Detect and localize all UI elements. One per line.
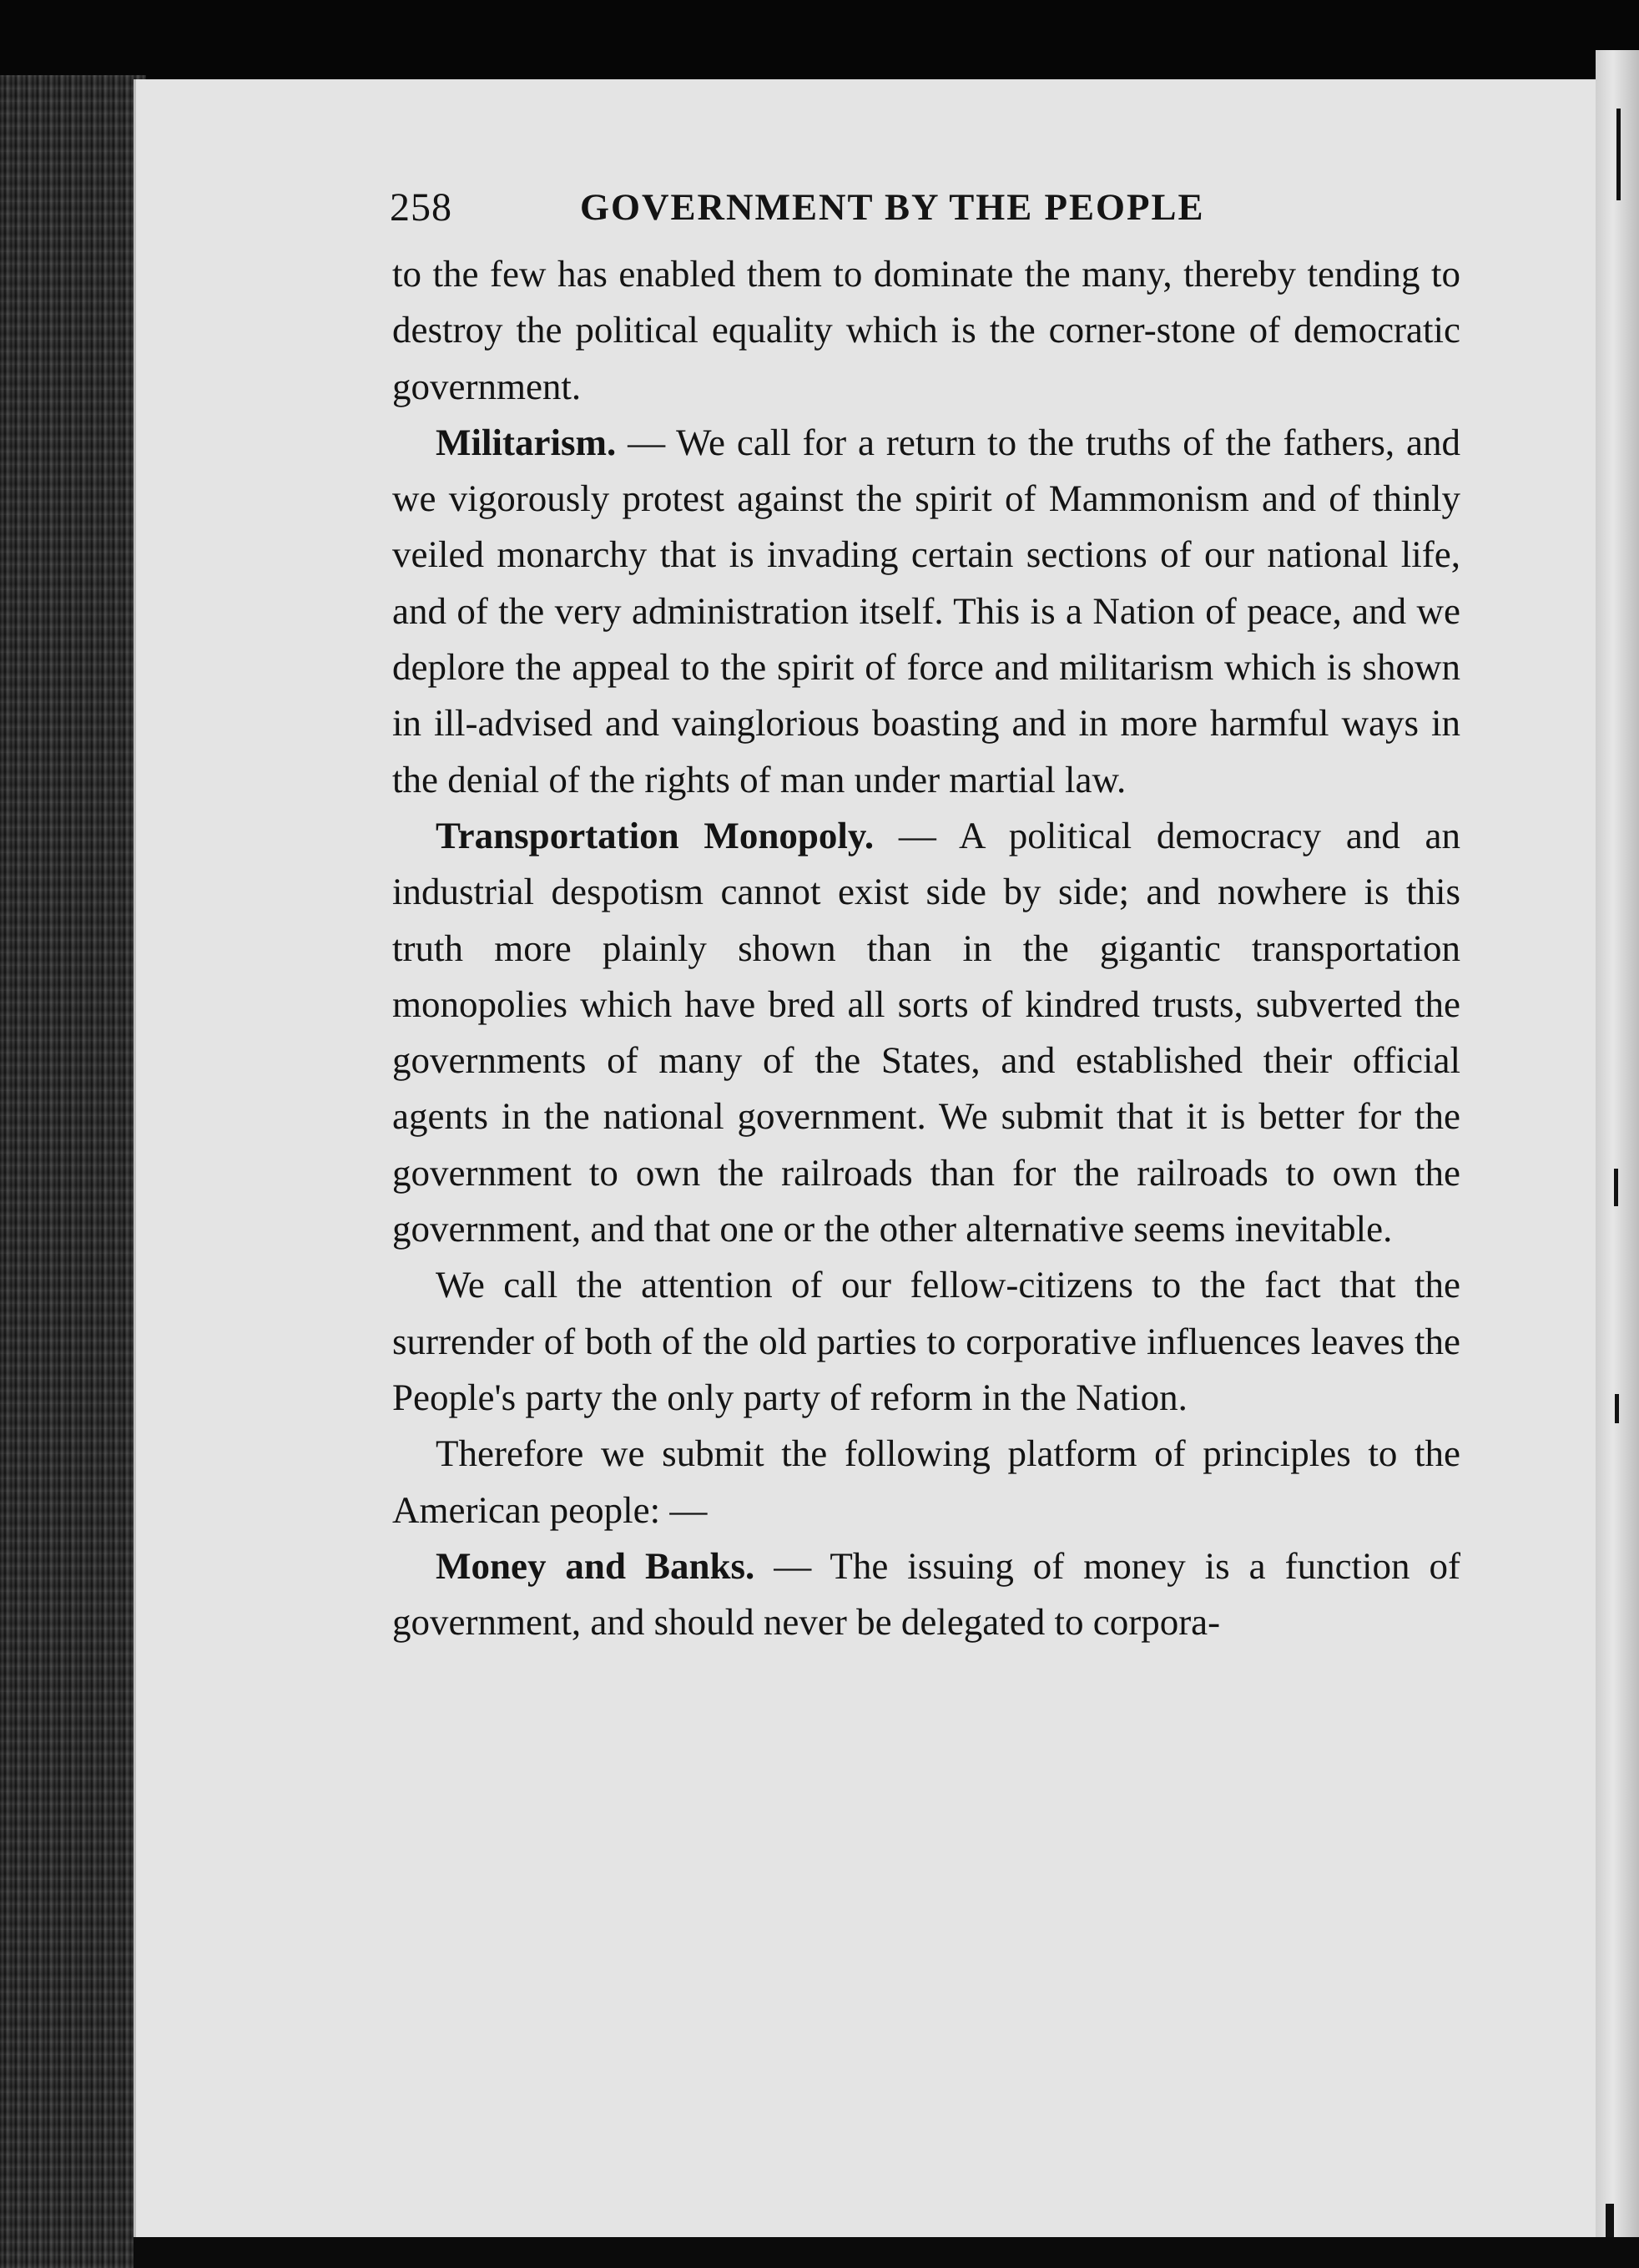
edge-mark-3: [1615, 1394, 1619, 1423]
paragraph-text: Therefore we submit the following platform of principles to the American people: —: [392, 1432, 1460, 1531]
bottom-shadow: [134, 2237, 1639, 2268]
paragraph-transportation-monopoly: [392, 808, 1460, 1257]
section-heading-transportation-monopoly: Transportation Monopoly.: [436, 814, 875, 856]
edge-mark-2: [1614, 1169, 1618, 1206]
paragraph-text: to the few has enabled them to dominate the many, thereby tending to destroy the political equality which is the corner-stone of democratic government.: [392, 253, 1460, 407]
page-header: [392, 179, 1460, 246]
book-spine-edge: [0, 75, 146, 2268]
running-head: GOVERNMENT BY THE PEOPLE: [580, 186, 1205, 228]
paragraph-text: — We call for a return to the truths of the fathers, and we vigorously protest against the spirit of Mammonism and of thinly veiled monarchy that is invading certain sections of our national life, and of the very administration itself. This is a Nation of peace, and we deplore the appeal to the spirit of force and militarism which is shown in ill-advised and vainglorious boasting and in more harmful ways in the denial of the rights of man under martial law.: [392, 421, 1460, 801]
paragraph-militarism: [392, 415, 1460, 808]
edge-mark-1: [1616, 109, 1621, 200]
paragraph-text: — The issuing of money is a function of government, and should never be delegated to corpora-: [392, 1544, 1460, 1644]
paragraph-money-and-banks: [392, 1538, 1460, 1651]
section-heading-militarism: Militarism.: [436, 421, 617, 463]
page-right-edge: [1596, 50, 1639, 2268]
paragraph-1: [392, 246, 1460, 415]
paragraph-text: — A political democracy and an industrial despotism cannot exist side by side; and nowhere is this truth more plainly shown than in the gigantic transportation monopolies which have bred all sorts of kindred trusts, subverted the governments of many of the States, and established their official agents in the national government. We submit that it is better for the government to own the railroads than for the railroads to own the government, and that one or the other alternative seems inevitable.: [392, 814, 1460, 1250]
page-number: 258: [390, 185, 452, 230]
section-heading-money-and-banks: Money and Banks.: [436, 1544, 755, 1587]
paragraph-fellow-citizens: [392, 1257, 1460, 1426]
page-text-block: [392, 179, 1460, 1650]
paragraph-text: We call the attention of our fellow-citizens to the fact that the surrender of both of the old parties to corporative influences leaves the People's party the only party of reform in the Nation.: [392, 1264, 1460, 1418]
paragraph-platform: [392, 1426, 1460, 1538]
